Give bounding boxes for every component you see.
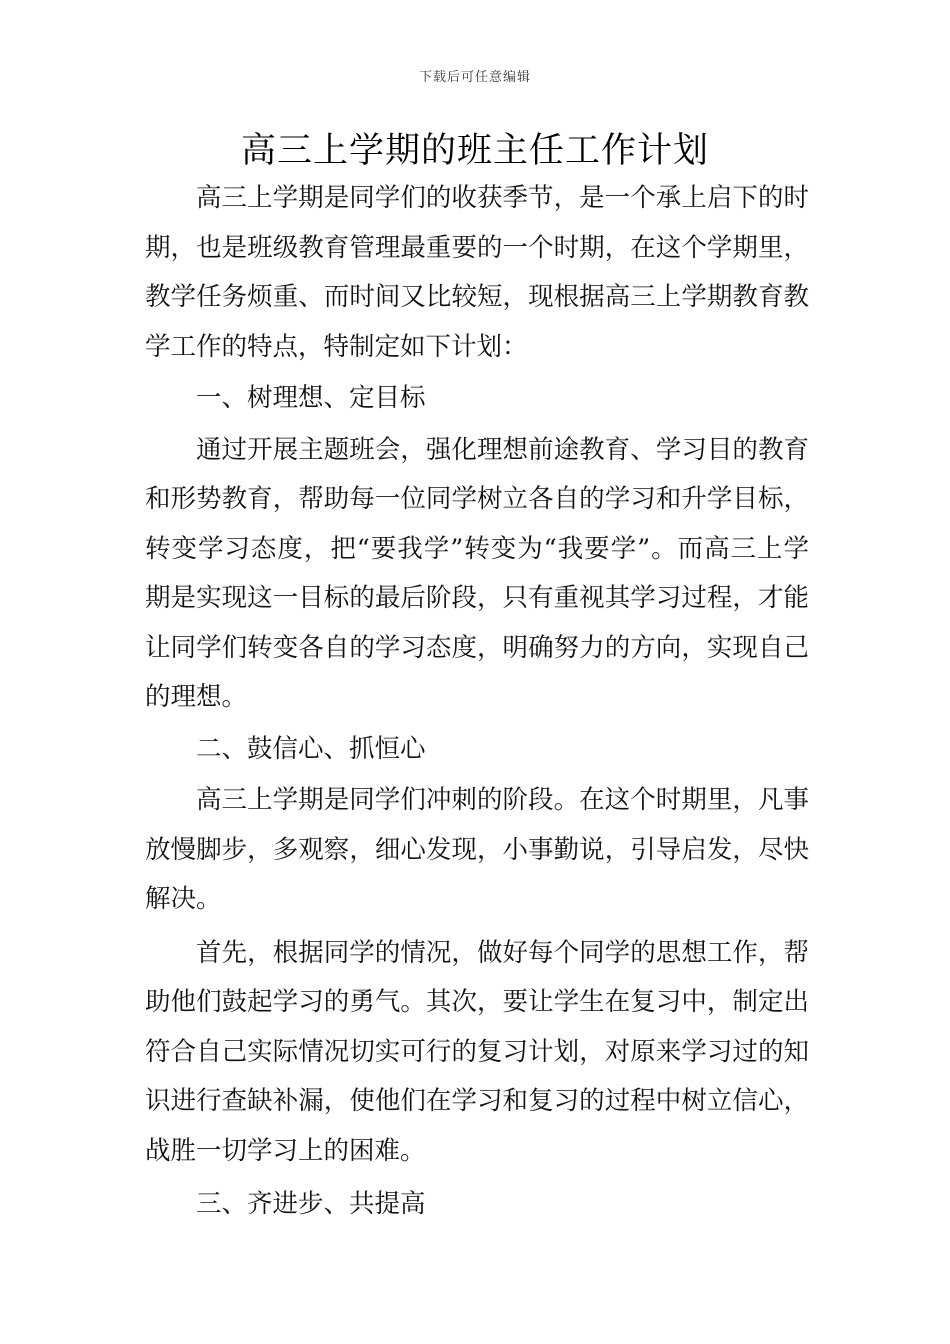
section-2-paragraph-1: 高三上学期是同学们冲刺的阶段。在这个时期里，凡事放慢脚步，多观察，细心发现，小事勤说，引导启发，尽快解决。 [145,785,809,914]
intro-paragraph: 高三上学期是同学们的收获季节，是一个承上启下的时期，也是班级教育管理最重要的一个时期，在这个学期里，教学任务烦重、而时间又比较短，现根据高三上学期教育教学工作的特点，特制定如下计划： [145,183,809,362]
section-heading-1: 一、树理想、定目标 [196,383,426,413]
section-heading-3: 三、齐进步、共提高 [196,1189,426,1219]
section-heading-2: 二、鼓信心、抓恒心 [196,733,426,764]
section-1-paragraph: 通过开展主题班会，强化理想前途教育、学习目的教育和形势教育，帮助每一位同学树立各自的学习和升学目标，转变学习态度，把“要我学”转变为“我要学”。而高三上学期是实现这一目标的最后阶段，只有重视其学习过程，才能让同学们转变各自的学习态度，明确努力的方向，实现自己的理想。 [145,434,809,712]
header-note: 下载后可任意编辑 [418,70,531,85]
section-2-paragraph-2: 首先，根据同学的情况，做好每个同学的思想工作，帮助他们鼓起学习的勇气。其次，要让学生在复习中，制定出符合自己实际情况切实可行的复习计划，对原来学习过的知识进行查缺补漏，使他们在学习和复习的过程中树立信心，战胜一切学习上的困难。 [145,937,809,1166]
document-title: 高三上学期的班主任工作计划 [240,131,709,171]
document-body [145,174,809,1230]
